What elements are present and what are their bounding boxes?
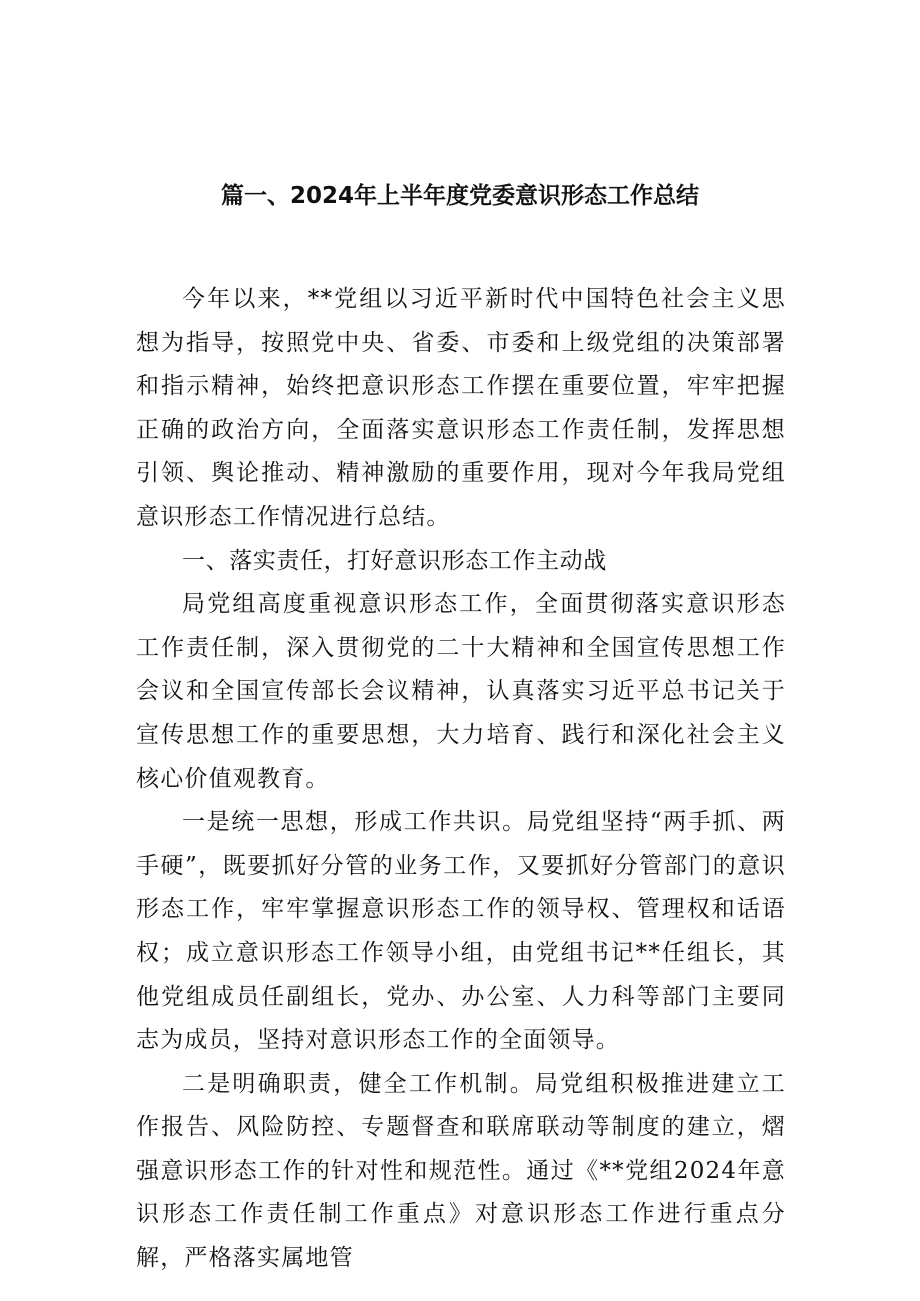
- paragraph-section-1-intro: 局党组高度重视意识形态工作，全面贯彻落实意识形态工作责任制，深入贯彻党的二十大精神和全国宣传思想工作会议和全国宣传部长会议精神，认真落实习近平总书记关于宣传思想工作的重要思想，大力培育、践行和深化社会主义核心价值观教育。: [136, 591, 786, 792]
- paragraph-point-2: 二是明确职责，健全工作机制。局党组积极推进建立工作报告、风险防控、专题督查和联席联动等制度的建立，熠强意识形态工作的针对性和规范性。通过《**党组2024年意识形态工作责任制工作重点》对意识形态工作进行重点分解，严格落实属地管: [136, 1070, 786, 1272]
- document-title: 篇一、2024年上半年度党委意识形态工作总结: [220, 183, 699, 209]
- document-body: [136, 278, 786, 1281]
- paragraph-point-1: 一是统一思想，形成工作共识。局党组坚持“两手抓、两手硬”，既要抓好分管的业务工作，又要抓好分管部门的意识形态工作，牢牢掌握意识形态工作的领导权、管理权和话语权；成立意识形态工作领导小组，由党组书记**任组长，其他党组成员任副组长，党办、办公室、人力科等部门主要同志为成员，坚持对意识形态工作的全面领导。: [136, 809, 786, 1054]
- paragraph-intro: 今年以来，**党组以习近平新时代中国特色社会主义思想为指导，按照党中央、省委、市委和上级党组的决策部署和指示精神，始终把意识形态工作摆在重要位置，牢牢把握正确的政治方向，全面落实意识形态工作责任制，发挥思想引领、舆论推动、精神激励的重要作用，现对今年我局党组意识形态工作情况进行总结。: [136, 286, 786, 530]
- section-heading-1: 一、落实责任，打好意识形态工作主动战: [182, 547, 607, 574]
